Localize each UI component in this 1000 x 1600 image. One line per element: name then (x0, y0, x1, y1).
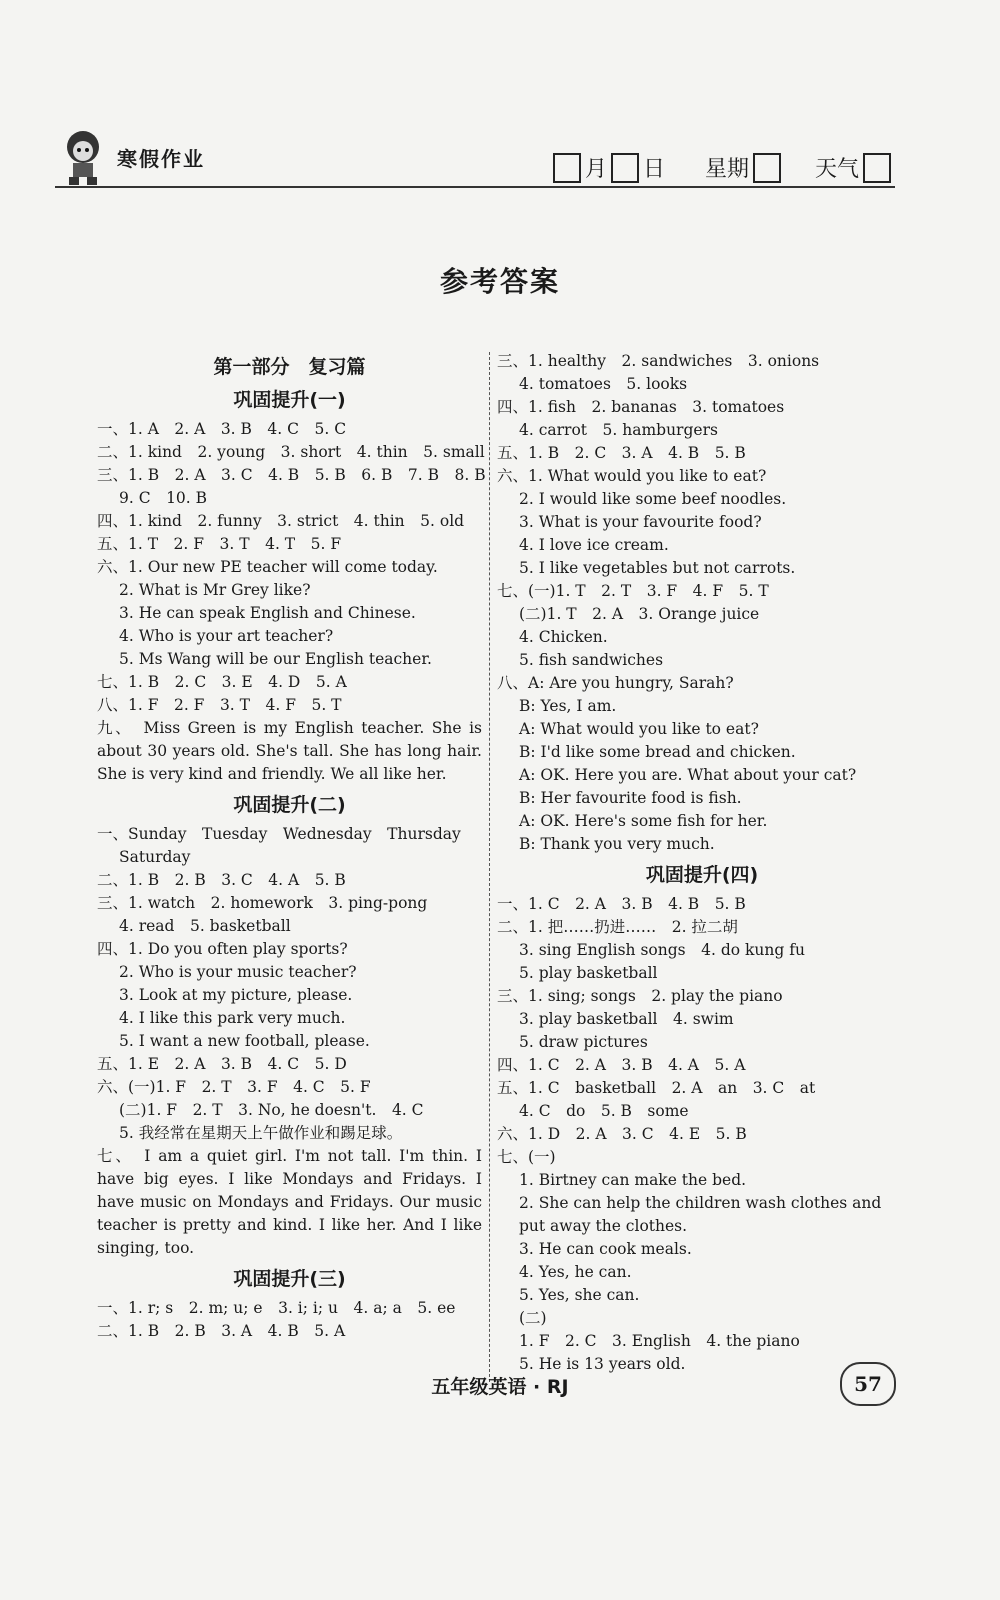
section-3-answers-start (97, 1297, 482, 1343)
answer-line: 五、1. T 2. F 3. T 4. T 5. F (97, 535, 342, 553)
weekday-box (753, 153, 781, 183)
answer-line: 八、A: Are you hungry, Sarah? (497, 674, 734, 692)
answer-line: 4. Yes, he can. (519, 1263, 632, 1281)
weather-box (863, 153, 891, 183)
answer-line: A: OK. Here you are. What about your cat? (519, 766, 857, 784)
answer-line: 5. I like vegetables but not carrots. (519, 559, 796, 577)
answer-line: 5. Yes, she can. (519, 1286, 640, 1304)
cartoon-mascot-icon (55, 125, 115, 187)
weather-label: 天气 (814, 157, 859, 182)
answer-line: A: OK. Here's some fish for her. (519, 812, 768, 830)
answer-line: 三、1. healthy 2. sandwiches 3. onions (497, 352, 820, 370)
section-title-3: 巩固提升(三) (233, 1268, 346, 1290)
section-title-2: 巩固提升(二) (233, 794, 346, 816)
answer-line: 六、1. D 2. A 3. C 4. E 5. B (497, 1125, 747, 1143)
answer-line: 3. What is your favourite food? (519, 513, 762, 531)
part-title: 第一部分 复习篇 (213, 356, 366, 378)
date-fill-row (549, 152, 895, 183)
answer-line: 七、(一) (497, 1148, 556, 1166)
answer-line: 3. He can cook meals. (519, 1240, 692, 1258)
answer-line: put away the clothes. (519, 1217, 688, 1235)
answer-line: 一、Sunday Tuesday Wednesday Thursday (97, 825, 461, 843)
answer-line: 四、1. fish 2. bananas 3. tomatoes (497, 398, 785, 416)
section-1-answers (97, 418, 486, 717)
answer-line: 3. sing English songs 4. do kung fu (519, 941, 805, 959)
answer-line: 一、1. A 2. A 3. B 4. C 5. C (97, 420, 347, 438)
answer-line: 5. 我经常在星期天上午做作业和踢足球。 (119, 1124, 403, 1142)
answer-line: 2. What is Mr Grey like? (119, 581, 311, 599)
answer-line: 4. Who is your art teacher? (119, 627, 334, 645)
day-box (611, 153, 639, 183)
answer-line: 2. She can help the children wash clothes and (519, 1194, 882, 1212)
month-box (553, 153, 581, 183)
footer-label: 五年级英语 · RJ (431, 1376, 569, 1398)
answer-line: 三、1. sing; songs 2. play the piano (497, 987, 783, 1005)
winter-homework-logo (55, 125, 255, 187)
answer-line: 二、1. B 2. B 3. A 4. B 5. A (97, 1322, 346, 1340)
section-title-1: 巩固提升(一) (233, 389, 346, 411)
answer-line: B: Yes, I am. (519, 697, 617, 715)
answer-line: B: Thank you very much. (519, 835, 715, 853)
column-divider (489, 352, 490, 1382)
answer-line: 四、1. kind 2. funny 3. strict 4. thin 5. old (97, 512, 465, 530)
answer-line: 六、1. Our new PE teacher will come today. (97, 558, 438, 576)
section-4-answers (497, 893, 907, 1376)
answer-line: 一、1. r; s 2. m; u; e 3. i; i; u 4. a; a 5. ee (97, 1299, 456, 1317)
weekday-label: 星期 (704, 157, 749, 182)
left-column (97, 350, 486, 1343)
answer-line: 2. Who is your music teacher? (119, 963, 357, 981)
answer-line: 二、1. B 2. B 3. C 4. A 5. B (97, 871, 346, 889)
answer-line: 二、1. 把……扔进…… 2. 拉二胡 (497, 918, 738, 936)
answer-line: 5. fish sandwiches (519, 651, 664, 669)
answer-line: 1. Birtney can make the bed. (519, 1171, 747, 1189)
answer-line: 三、1. watch 2. homework 3. ping-pong (97, 894, 428, 912)
answer-line: 9. C 10. B (119, 489, 208, 507)
answer-line: 4. carrot 5. hamburgers (519, 421, 718, 439)
answer-line: 3. He can speak English and Chinese. (119, 604, 416, 622)
answer-line: 八、1. F 2. F 3. T 4. F 5. T (97, 696, 342, 714)
answer-line: 五、1. C basketball 2. A an 3. C at (497, 1079, 816, 1097)
answer-line: 六、(一)1. F 2. T 3. F 4. C 5. F (97, 1078, 371, 1096)
answer-line: 2. I would like some beef noodles. (519, 490, 787, 508)
section-3-answers-cont (497, 350, 907, 856)
answer-line: 4. I like this park very much. (119, 1009, 346, 1027)
answer-line: 4. read 5. basketball (119, 917, 291, 935)
section-title-4: 巩固提升(四) (645, 864, 759, 886)
answer-line: 三、1. B 2. A 3. C 4. B 5. B 6. B 7. B 8. B (97, 466, 486, 484)
answer-line: B: Her favourite food is fish. (519, 789, 742, 807)
section-2-answers (97, 823, 482, 1145)
answer-line: (二)1. T 2. A 3. Orange juice (519, 605, 760, 623)
answer-line: (二) (519, 1309, 547, 1327)
answer-line: 3. play basketball 4. swim (519, 1010, 734, 1028)
answer-line: 七、1. B 2. C 3. E 4. D 5. A (97, 673, 347, 691)
answer-line: 1. F 2. C 3. English 4. the piano (519, 1332, 800, 1350)
answer-line: 4. I love ice cream. (519, 536, 669, 554)
answer-line: 五、1. E 2. A 3. B 4. C 5. D (97, 1055, 347, 1073)
answer-line: 5. play basketball (519, 964, 658, 982)
page-header (55, 120, 895, 190)
page-number: 57 (840, 1362, 896, 1406)
section-2-q7: 七、 I am a quiet girl. I'm not tall. I'm thin. I have big eyes. I like Mondays and Fridays. I have music on Mondays and Fridays. Our music teacher is pretty and kind. I like her. And I like singing, too. (97, 1147, 482, 1257)
answer-line: 一、1. C 2. A 3. B 4. B 5. B (497, 895, 746, 913)
answer-line: 五、1. B 2. C 3. A 4. B 5. B (497, 444, 746, 462)
page-title: 参考答案 (439, 265, 560, 298)
answer-line: Saturday (119, 848, 191, 866)
answer-line: 四、1. Do you often play sports? (97, 940, 348, 958)
answer-line: 四、1. C 2. A 3. B 4. A 5. A (497, 1056, 746, 1074)
answer-line: 4. Chicken. (519, 628, 608, 646)
answer-line: A: What would you like to eat? (519, 720, 759, 738)
answer-line: 5. draw pictures (519, 1033, 648, 1051)
answer-line: 5. I want a new football, please. (119, 1032, 370, 1050)
answer-line: 3. Look at my picture, please. (119, 986, 353, 1004)
answer-line: 4. tomatoes 5. looks (519, 375, 688, 393)
logo-text: 寒假作业 (117, 147, 205, 171)
answer-line: 4. C do 5. B some (519, 1102, 689, 1120)
answer-line: B: I'd like some bread and chicken. (519, 743, 796, 761)
answer-line: 六、1. What would you like to eat? (497, 467, 767, 485)
answer-line: 七、(一)1. T 2. T 3. F 4. F 5. T (497, 582, 769, 600)
header-rule (55, 186, 895, 188)
answer-line: 5. Ms Wang will be our English teacher. (119, 650, 432, 668)
month-label: 月 (584, 157, 607, 182)
answer-line: (二)1. F 2. T 3. No, he doesn't. 4. C (119, 1101, 424, 1119)
answer-line: 5. He is 13 years old. (519, 1355, 686, 1373)
section-1-q9: 九、 Miss Green is my English teacher. She is about 30 years old. She's tall. She has long hair. She is very kind and friendly. We all like her. (97, 719, 482, 783)
answer-line: 二、1. kind 2. young 3. short 4. thin 5. small (97, 443, 485, 461)
right-column (497, 350, 907, 1376)
day-label: 日 (642, 157, 665, 182)
